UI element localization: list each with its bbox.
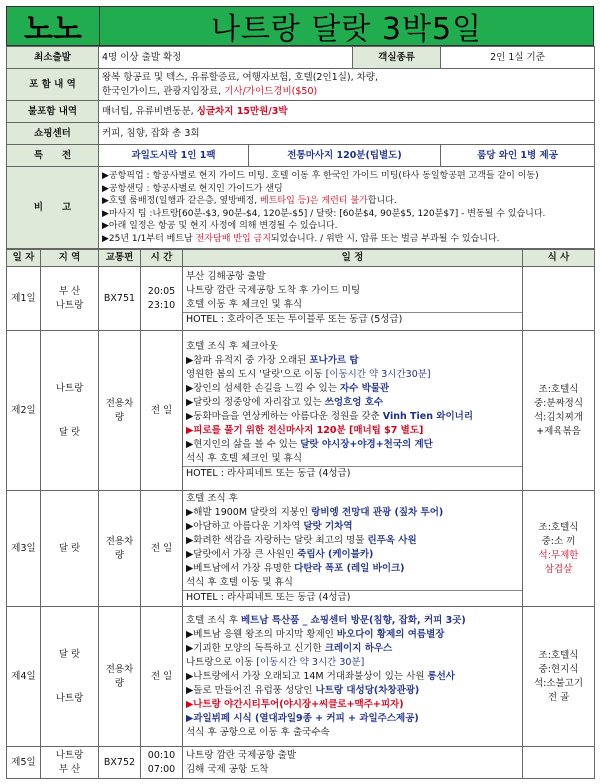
day2-row: [7, 331, 595, 491]
special-item: 과일도시락 1인 1팩: [99, 145, 249, 167]
plan-line: 나트랑 깜란 국제공항 출발: [186, 749, 297, 761]
col-plan: 일 정: [183, 250, 523, 267]
area: 부 산: [58, 285, 81, 297]
transport: 전용차량: [99, 607, 141, 747]
travel-time: [이동시간 약 3시간 30분]: [256, 656, 365, 668]
day5-row: [7, 747, 595, 779]
note-line: ▶25년 1/1부터 베트남: [102, 233, 196, 244]
attraction: 린푸옥 사원: [367, 535, 417, 546]
plan-line: 부산 김해공항 출발: [186, 271, 266, 282]
attraction: 롱선사: [427, 670, 455, 682]
note-highlight: 베트타입 등)은 게런티 불가: [260, 196, 368, 206]
title-banner: [6, 6, 594, 46]
area: 나트랑: [55, 299, 84, 311]
note-line: ▶아래 일정은 항공 및 현지 사정에 의해 변경될 수 있습니다.: [102, 221, 338, 231]
notes-label: 비 고: [7, 167, 99, 249]
excluded-label: 불포함 내역: [7, 101, 99, 123]
day-label: 제3일: [7, 491, 41, 607]
transport: 전용차량: [99, 491, 141, 607]
day1-row: [7, 267, 595, 331]
attraction: 다탄라 폭포 (레일 바이크): [294, 563, 405, 574]
guide-fee: 기사/가이드경비($50): [224, 85, 318, 97]
plan-line: 석식 후 공항으로 이동 후 출국수속: [186, 726, 330, 738]
page-title: 나트랑 달랏 3박5일: [100, 7, 593, 45]
day-label: 제4일: [7, 607, 41, 747]
attraction: 자수 박물관: [339, 383, 390, 394]
day4-row: [7, 607, 595, 747]
room-type-label: 객실종류: [353, 47, 441, 69]
col-transport: 교통편: [99, 250, 141, 267]
note-line: ▶공항픽업 : 항공사별로 현지 가이드 미팅. 호텔 이동 후 한국인 가이드 미팅(타사 동일항공편 고객들 같이 이동): [102, 171, 539, 181]
plan-line: ▶기괴한 모양의 독특하고 신기한: [186, 642, 325, 654]
attraction: 랑비엥 전망대 관광 (짚차 투어): [311, 507, 444, 518]
col-meal: 식 사: [523, 250, 595, 267]
meal: 석:김치찌개: [533, 411, 584, 423]
city-tour-line: ▶나트랑 야간시티투어(야시장+씨클로+맥주+피자): [186, 698, 404, 710]
shopping-value: 커피, 침향, 잡화 총 3회: [99, 123, 595, 145]
included-line: 왕복 항공료 및 텍스, 유류할증료, 여행자보험, 호텔(2인1실), 차량,: [102, 71, 378, 83]
plan-line: ▶장인의 섬세한 손길을 느낄 수 있는: [186, 383, 340, 394]
special-label: 특 전: [7, 145, 99, 167]
meal: 삼겹살: [544, 563, 573, 575]
attraction: 쓰엉흐엉 호수: [324, 397, 384, 408]
plan-line: ▶돌로 만들어진 유럽풍 성당인: [186, 684, 316, 696]
note-highlight: 전자담배 반입 금지: [195, 233, 271, 244]
col-time: 시 간: [141, 250, 183, 267]
attraction: 크레이지 하우스: [324, 642, 393, 654]
attraction: Vinh Tien 와이너리: [382, 411, 474, 422]
hotel-info: HOTEL : 라사피네트 또는 동급 (4성급): [183, 590, 522, 605]
plan-line: 영원한 봄의 도시 '달랏'으로 이동: [186, 369, 326, 380]
note-line: ▶호텔 룸배정(일행과 같은층, 옆방배정,: [102, 196, 261, 206]
time: 23:10: [147, 299, 176, 311]
fruit-buffet-line: ▶과일뷔페 시식 (열대과일9종 + 커피 + 과일주스제공): [186, 712, 419, 724]
massage-line: ▶피로를 풀기 위한 전신마사지 120분 [매너팁 $7 별도]: [186, 425, 424, 436]
plan-line: ▶달랏에서 가장 큰 사원인: [186, 549, 298, 560]
travel-time: [이동시간 약 3시간30분]: [325, 369, 431, 380]
excluded-value: [99, 101, 595, 123]
meal: 조:호텔식: [538, 649, 579, 661]
included-line: 한국인가이드, 관광지입장료,: [102, 85, 225, 97]
time: 20:05: [147, 285, 176, 297]
area: 나트랑: [55, 382, 84, 394]
meal: +제육볶음: [536, 425, 581, 437]
plan-line: ▶베트남 응웬 왕조의 마지막 황제인: [186, 628, 337, 640]
hotel-info: HOTEL : 라사피네트 또는 동급 (4성급): [183, 466, 522, 481]
plan-line: ▶참파 유적지 중 가장 오래된: [186, 355, 310, 366]
attraction: 달랏 야시장+야경+천국의 계단: [300, 439, 433, 450]
day-label: 제5일: [7, 747, 41, 779]
meal: 석:무제한: [538, 549, 579, 561]
plan-line: 석식 후 호텔 이동 및 휴식: [186, 577, 293, 588]
plan-line: ▶아담하고 아름다운 기차역: [186, 521, 304, 532]
transport: BX751: [99, 267, 141, 331]
plan-line: ▶베트남에서 가장 유명한: [186, 563, 295, 574]
plan-line: ▶현지인의 삶을 볼 수 있는: [186, 439, 301, 450]
attraction: 베트남 특산품 _ 쇼핑센터 방문(침향, 잡화, 커피 3곳): [240, 614, 466, 626]
day3-row: [7, 491, 595, 607]
plan-line: 호텔 조식 후: [186, 614, 241, 626]
hotel-info: HOTEL : 호라이즌 또는 투이블루 또는 동급 (5성급): [183, 312, 522, 327]
meal: 전 골: [547, 691, 570, 703]
shopping-label: 쇼핑센터: [7, 123, 99, 145]
area: 부 산: [58, 763, 81, 775]
note-line: ▶공항샌딩 : 항공사별로 현지인 가이드가 샌딩: [102, 183, 283, 194]
attraction: 달랏 기차역: [303, 521, 353, 532]
special-item: 전통마사지 120분(팁별도): [249, 145, 441, 167]
excluded-text: 매너팁, 유류비변동분,: [102, 105, 197, 117]
attraction: 바오다이 황제의 여름별장: [336, 628, 445, 640]
plan-line: ▶동화마을을 연상케하는 아름다운 정원을 갖춘: [186, 411, 383, 422]
info-table: [6, 46, 595, 249]
room-type-value: 2인 1실 기준: [441, 47, 595, 69]
area: 나트랑: [55, 692, 84, 704]
plan-line: ▶나트랑에서 가장 오래되고 14M 거대좌불상이 있는 사원: [186, 670, 428, 682]
time: 07:00: [147, 763, 176, 775]
note-line: ▶마사지 팁 :나트랑[60분-$3, 90분-$4, 120분-$5] / 달랏: [60분$4, 90분$5, 120분$7] - 변동될 수 있습니다.: [102, 208, 546, 219]
plan-line: 석식 후 호텔 체크인 및 휴식: [186, 453, 303, 464]
schedule-table: [6, 249, 595, 779]
area: 나트랑: [55, 749, 84, 761]
transport: BX752: [99, 747, 141, 779]
min-departure-value: 4명 이상 출발 확정: [99, 47, 353, 69]
plan-line: 김해 국제 공항 도착: [186, 763, 269, 775]
attraction: 나트랑 대성당(차창관광): [315, 684, 420, 696]
time: 00:10: [147, 749, 176, 761]
meal: 조:호텔식: [538, 383, 579, 395]
day-label: 제1일: [7, 267, 41, 331]
plan-line: 나트랑 깜란 국제공항 도착 후 가이드 미팅: [186, 285, 361, 296]
notes-value: [99, 167, 595, 249]
plan-line: 호텔 조식 후 체크아웃: [186, 341, 278, 352]
meal: 중:분짜정식: [533, 397, 584, 409]
special-item: 룸당 와인 1병 제공: [441, 145, 595, 167]
plan-line: 나트랑으로 이동: [186, 656, 257, 668]
col-day: 일 자: [7, 250, 41, 267]
col-area: 지 역: [41, 250, 99, 267]
area: 달 랏: [41, 491, 99, 607]
min-departure-label: 최소출발: [7, 47, 99, 69]
transport: 전용차량: [99, 331, 141, 491]
area: 달 랏: [58, 648, 81, 660]
plan-line: ▶달랏의 정중앙에 자리잡고 있는: [186, 397, 325, 408]
note-line: 되었습니다. / 위반 시, 압류 또는 벌금 부과될 수 있습니다.: [270, 233, 500, 244]
single-charge: 싱글차지 15만원/3박: [196, 105, 288, 117]
attraction: 죽림사 (케이블카): [297, 549, 374, 560]
plan-line: ▶해발 1900M 달랏의 지붕인: [186, 507, 312, 518]
plan-line: 호텔 조식 후: [186, 493, 238, 504]
time: 전 일: [141, 331, 183, 491]
meal: 조:호텔식: [538, 521, 579, 533]
included-label: 포 함 내 역: [7, 69, 99, 101]
included-value: [99, 69, 595, 101]
meal: 중:소 끼: [541, 535, 576, 547]
attraction: 포나가르 탑: [309, 355, 359, 366]
time: 전 일: [141, 491, 183, 607]
plan-line: 호텔 이동 후 체크인 및 휴식: [186, 299, 303, 310]
day-label: 제2일: [7, 331, 41, 491]
itinerary-document: [6, 6, 594, 779]
meal: 석:소불고기: [533, 677, 584, 689]
meal: 중:현지식: [538, 663, 579, 675]
area: 달 랏: [58, 426, 81, 438]
time: 전 일: [141, 607, 183, 747]
note-line: 합니다.: [367, 196, 397, 206]
brand-logo: 노노: [7, 7, 100, 45]
plan-line: ▶화려한 색감을 자랑하는 달랏 최고의 명물: [186, 535, 368, 546]
